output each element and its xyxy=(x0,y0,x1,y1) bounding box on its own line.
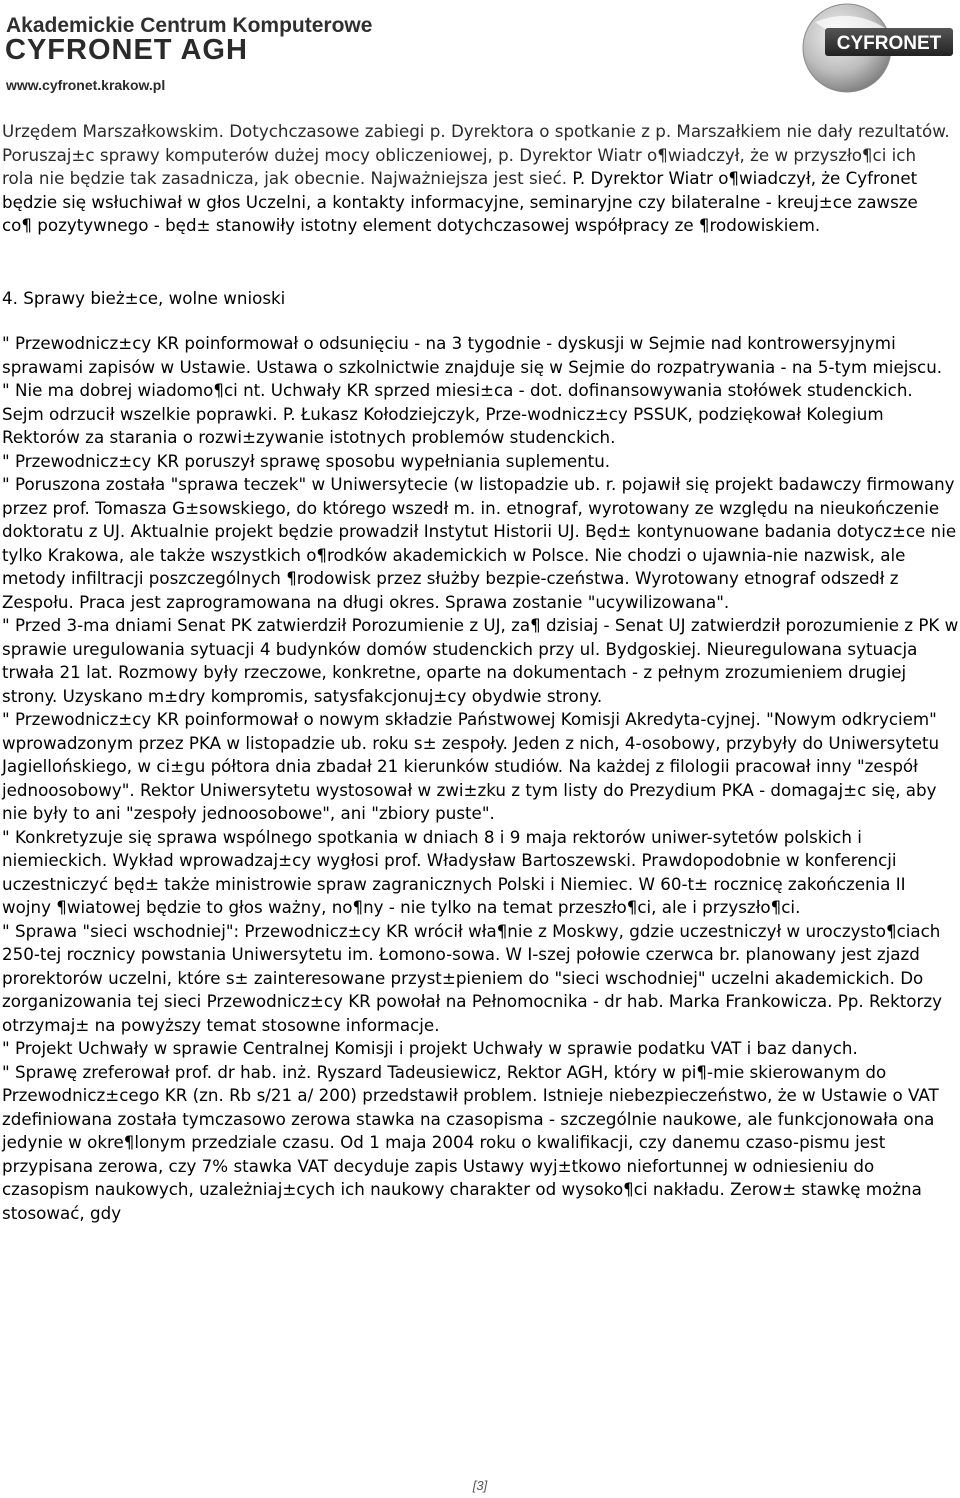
section-heading: 4. Sprawy bież±ce, wolne wnioski xyxy=(2,288,286,308)
org-url[interactable]: www.cyfronet.krakow.pl xyxy=(6,77,166,93)
svg-text:CYFRONET: CYFRONET xyxy=(836,33,942,54)
list-item: " Nie ma dobrej wiadomo¶ci nt. Uchwały KR sprzed miesi±ca - dot. dofinansowywania stołówek studenckich. Sejm odrzucił wszelkie poprawki. P. Łukasz Kołodziejczyk, Prze-wodnicz±cy PSSUK, podziękował Kolegium Rektorów za starania o rozwi±zywanie istotnych problemów studenckich. xyxy=(2,380,913,447)
list-item: " Przed 3-ma dniami Senat PK zatwierdził Porozumienie z UJ, za¶ dzisiaj - Senat UJ zatwierdził porozumienie z PK w sprawie uregulowania sytuacji 4 budynków domów studenckich przy ul. Bydgoskiej. Nieuregulowana sytuacja trwała 21 lat. Rozmowy były rzeczowe, konkretne, oparte na dokumentach - z pełnym zrozumieniem drugiej strony. Uzyskano m±dry kompromis, satysfakcjonuj±cy obydwie strony. xyxy=(2,615,959,706)
org-name: Akademickie Centrum Komputerowe xyxy=(6,14,373,37)
intro-rest: P. Dyrektor Wiatr o¶wiadczył, że Cyfronet będzie się wsłuchiwał w głos Uczelni, a kontakty informacyjne, seminaryjne czy bilateralne - kreuj±ce zawsze co¶ pozytywnego - będ± stanowiły istotny element dotychczasowej współpracy ze ¶rodowiskiem. xyxy=(2,168,918,235)
page-number: [3] xyxy=(472,1478,488,1493)
document-body xyxy=(0,110,960,1400)
section-items xyxy=(2,332,959,1225)
org-brand: CYFRONET AGH xyxy=(5,34,248,66)
list-item: " Sprawę zreferował prof. dr hab. inż. Ryszard Tadeusiewicz, Rektor AGH, który w pi¶-mie skierowanym do Przewodnicz±cego KR (zn. Rb s/21 a/ 200) przedstawił problem. Istnieje niebezpieczeństwo, że w Ustawie o VAT zdefiniowana została tymczasowo zerowa stawka na czasopisma - szczególnie naukowe, ale funkcjonowała ona jedynie w okre¶lonym przedziale czasu. Od 1 maja 2004 roku o kwalifikacji, czy danemu czaso-pismu jest przypisana zerowa, czy 7% stawka VAT decyduje zapis Ustawy wyj±tkowo niefortunnej w odniesieniu do czasopism naukowych, uzależniaj±cych ich naukowy charakter od wysoko¶ci nakładu. Zerow± stawkę można stosować, gdy xyxy=(2,1061,939,1223)
list-item: " Przewodnicz±cy KR poinformował o nowym składzie Państwowej Komisji Akredyta-cyjnej. "Nowym odkryciem" wprowadzonym przez PKA w listopadzie ub. roku s± zespoły. Jeden z nich, 4-osobowy, przybyły do Uniwersytetu Jagiellońskiego, w ci±gu półtora dnia zbadał 21 kierunków studiów. Na każdej z filologii pracował inny "zespół jednoosobowy". Rektor Uniwersytetu wystosował w zwi±zku z tym listy do Prezydium PKA - domagaj±c się, aby nie były to ani "zespoły jednoosobowe", ani "zbiory puste". xyxy=(2,709,940,823)
list-item: " Projekt Uchwały w sprawie Centralnej Komisji i projekt Uchwały w sprawie podatku VAT i baz danych. xyxy=(2,1038,858,1058)
list-item: " Przewodnicz±cy KR poruszył sprawę sposobu wypełniania suplementu. xyxy=(2,450,611,471)
intro-paragraph xyxy=(2,120,952,238)
list-item: " Sprawa "sieci wschodniej": Przewodnicz±cy KR wrócił wła¶nie z Moskwy, gdzie uczestniczył w uroczysto¶ciach 250-tej rocznicy powstania Uniwersytetu im. Łomono-sowa. W I-szej połowie czerwca br. planowany jest zjazd prorektorów uczelni, które s± zainteresowane przyst±pieniem do "sieci wschodniej" uczelni akademickich. Do zorganizowania tej sieci Przewodnicz±cy KR powołał na Pełnomocnika - dr hab. Marka Frankowicza. Pp. Rektorzy otrzymaj± na powyższy temat stosowne informacje. xyxy=(2,920,942,1035)
list-item: " Poruszona została "sprawa teczek" w Uniwersytecie (w listopadzie ub. r. pojawił się projekt badawczy firmowany przez prof. Tomasza G±sowskiego, do którego wszedł m. in. etnograf, wyrotowany ze względu na nieukończenie doktoratu z UJ. Aktualnie projekt będzie prowadził Instytut Historii UJ. Będ± kontynuowane badania dotycz±ce nie tylko Krakowa, ale także wszystkich o¶rodków akademickich w Polsce. Nie chodzi o ujawnia-nie nazwisk, ale metody infiltracji poszczególnych ¶rodowisk przez służby bezpie-czeństwa. Wyrotowany etnograf odszedł z Zespołu. Praca jest zaprogramowana na długi okres. Sprawa zostanie "ucywilizowana". xyxy=(2,474,957,612)
cyfronet-logo xyxy=(795,2,955,94)
list-item: " Przewodnicz±cy KR poinformował o odsunięciu - na 3 tygodnie - dyskusji w Sejmie nad kontrowersyjnymi sprawami zapisów w Ustawie. Ustawa o szkolnictwie znajduje się w Sejmie do rozpatrywania - na 5-tym miejscu. xyxy=(2,333,943,377)
page-header xyxy=(0,0,960,100)
intro-lead: Urzędem Marszałkowskim. Dotychczasowe zabiegi p. Dyrektora o spotkanie z p. Marszałkiem nie dały rezultatów. Poruszaj±c sprawy komputerów dużej mocy obliczeniowej, p. Dyrektor Wiatr o¶wiadczył, że w przyszło¶ci ich rola nie będzie tak zasadnicza, jak obecnie. Najważniejsza jest sieć. xyxy=(2,121,950,188)
list-item: " Konkretyzuje się sprawa wspólnego spotkania w dniach 8 i 9 maja rektorów uniwer-sytetów polskich i niemieckich. Wykład wprowadzaj±cy wygłosi prof. Władysław Bartoszewski. Prawdopodobnie w konferencji uczestniczyć będ± także ministrowie spraw zagranicznych Polski i Niemiec. W 60-t± rocznicę zakończenia II wojny ¶wiatowej będzie to głos ważny, no¶ny - nie tylko na temat przeszło¶ci, ale i przyszło¶ci. xyxy=(2,826,906,917)
